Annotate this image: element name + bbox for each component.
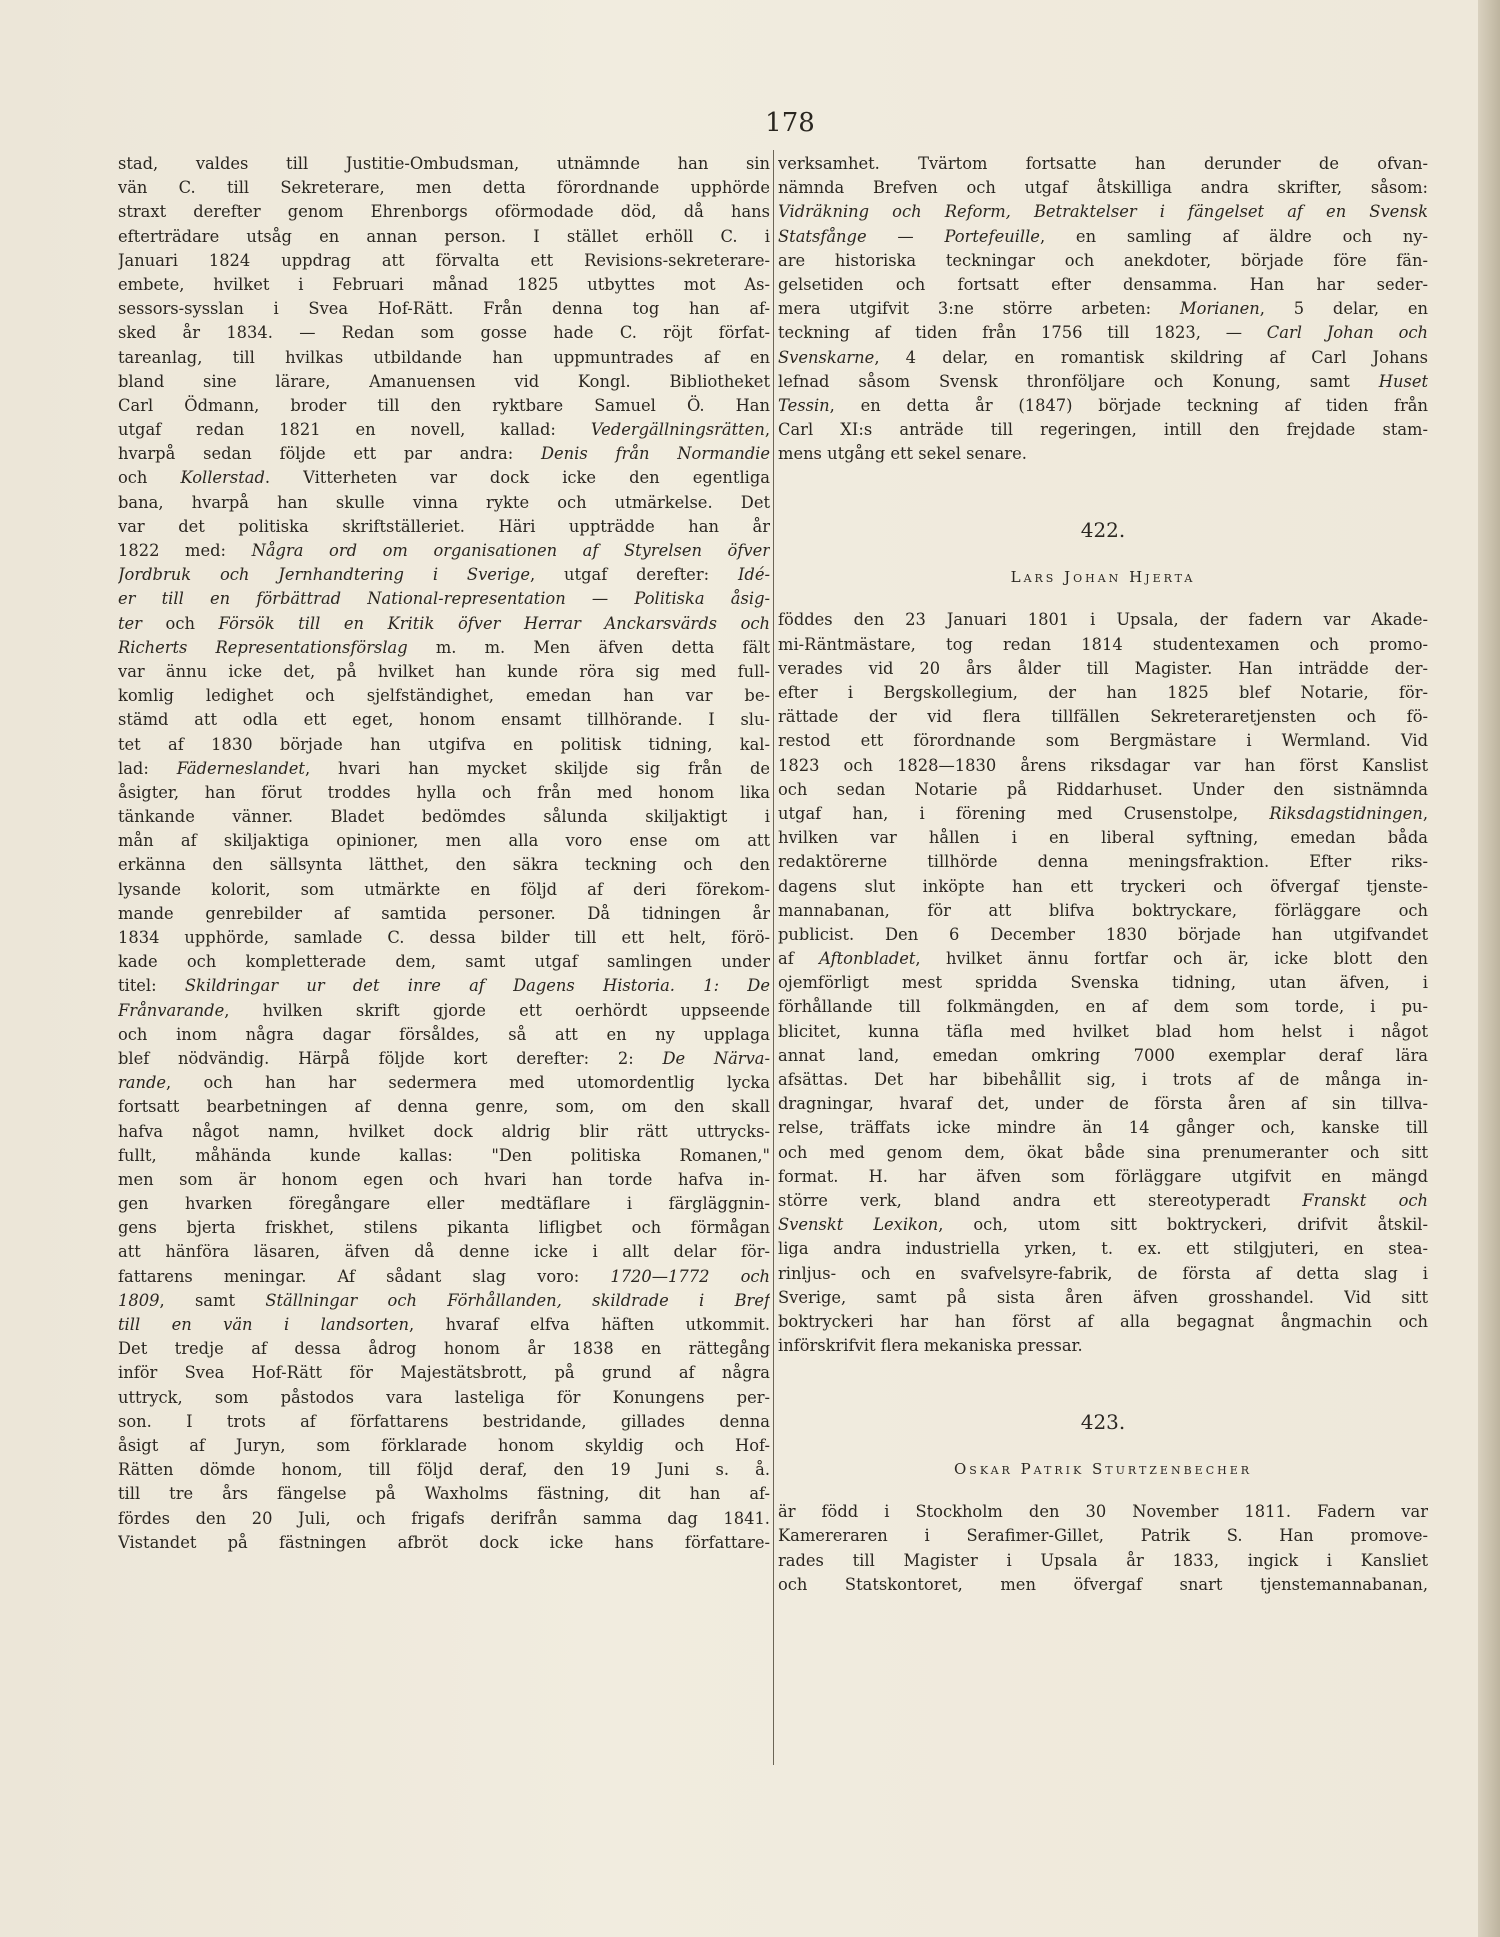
text-line xyxy=(118,346,770,370)
text-line xyxy=(118,1047,770,1071)
text-segment: och xyxy=(141,613,219,633)
text-segment: Sverige, samt på sista åren äfven grosshandel. Vid sitt xyxy=(778,1287,1428,1307)
text-line xyxy=(778,418,1428,442)
text-line xyxy=(118,370,770,394)
text-segment: utgaf redan 1821 en novell, kallad: xyxy=(118,420,591,440)
text-segment: tet af 1830 började han utgifva en politisk tidning, kal- xyxy=(118,734,770,754)
text-line xyxy=(118,1507,770,1531)
text-line xyxy=(778,1549,1428,1573)
text-line xyxy=(118,1458,770,1482)
text-segment: stad, valdes till Justitie-Ombudsman, utnämnde han sin xyxy=(118,154,770,173)
entry-422 xyxy=(778,510,1428,1358)
text-segment: åsigter, han förut troddes hylla och från med honom lika xyxy=(118,782,770,802)
text-line xyxy=(778,1044,1428,1068)
text-segment: efter i Bergskollegium, der han 1825 blef Notarie, för- xyxy=(778,683,1428,702)
text-line xyxy=(118,757,770,781)
text-segment: stämd att odla ett eget, honom ensamt tillhörande. I slu- xyxy=(118,710,770,730)
text-segment: bana, hvarpå han skulle vinna rykte och utmärkelse. Det xyxy=(118,492,770,512)
text-segment: 1822 med: xyxy=(118,541,252,560)
text-segment: fördes den 20 Juli, och frigafs derifrån samma dag 1841. xyxy=(118,1508,770,1528)
text-line xyxy=(118,684,770,708)
text-line xyxy=(778,1141,1428,1165)
italic-text: Morianen xyxy=(1179,299,1260,319)
italic-text: Ställningar och Förhållanden, skildrade i Bref xyxy=(265,1290,770,1310)
text-segment: , en detta år (1847) började teckning af tiden från xyxy=(829,395,1428,415)
text-line xyxy=(118,200,770,224)
text-line xyxy=(118,805,770,829)
text-line xyxy=(118,1192,770,1216)
right-column-continuation xyxy=(778,152,1428,466)
entry-text xyxy=(778,608,1428,1358)
text-segment: , och han har sedermera med utomordentlig lycka xyxy=(166,1073,770,1093)
text-segment: lefnad såsom Svensk thronföljare och Konung, samt xyxy=(778,371,1379,391)
text-line xyxy=(118,152,770,176)
text-line xyxy=(778,442,1428,466)
text-segment: teckning af tiden från 1756 till 1823, — xyxy=(778,323,1267,343)
text-line xyxy=(118,297,770,321)
italic-text: Idé- xyxy=(737,565,770,585)
italic-text: Vedergällningsrätten xyxy=(590,420,765,440)
text-line xyxy=(778,923,1428,947)
text-line xyxy=(778,1189,1428,1213)
text-segment: bland sine lärare, Amanuensen vid Kongl. Bibliotheket xyxy=(118,371,770,391)
italic-text: Riksdagstidningen xyxy=(1269,803,1423,823)
text-segment: , 5 delar, en xyxy=(1259,299,1428,319)
text-line xyxy=(778,200,1428,224)
italic-text: Några ord om organisationen af Styrelsen öfver xyxy=(251,541,770,560)
text-segment: dagens slut inköpte han ett tryckeri och öfvergaf tjenste- xyxy=(778,876,1428,896)
text-line xyxy=(778,225,1428,249)
text-line xyxy=(118,829,770,853)
text-line xyxy=(118,1168,770,1192)
italic-text: Carl Johan och xyxy=(1266,323,1428,343)
italic-text: Portefeuille xyxy=(944,226,1040,246)
text-segment: mande genrebilder af samtida personer. Då tidningen år xyxy=(118,903,770,923)
text-line xyxy=(118,902,770,926)
text-line xyxy=(118,1482,770,1506)
text-line xyxy=(778,633,1428,657)
text-line xyxy=(778,1116,1428,1140)
text-line xyxy=(778,1286,1428,1310)
text-segment: fortsatt bearbetningen af denna genre, som, om den skall xyxy=(118,1097,770,1117)
text-line xyxy=(778,1020,1428,1044)
text-segment: blicitet, kunna täfla med hvilket blad hom helst i något xyxy=(778,1021,1428,1041)
text-line xyxy=(778,1213,1428,1237)
text-line xyxy=(778,176,1428,200)
italic-text: Denis från Normandie xyxy=(540,444,770,464)
text-segment: gens bjerta friskhet, stilens pikanta lifligbet och förmågan xyxy=(118,1218,770,1238)
text-line xyxy=(118,1216,770,1240)
text-segment: mi-Räntmästare, tog redan 1814 studentexamen och promo- xyxy=(778,634,1428,654)
text-line xyxy=(118,878,770,902)
italic-text: ter xyxy=(118,613,142,633)
italic-text: 1809 xyxy=(118,1290,160,1310)
text-segment: liga andra industriella yrken, t. ex. ett stilgjuteri, en stea- xyxy=(778,1239,1428,1259)
italic-text: Huset xyxy=(1378,371,1428,391)
text-segment: format. H. har äfven som förläggare utgifvit en mängd xyxy=(778,1166,1428,1186)
text-line xyxy=(118,225,770,249)
italic-text: Kollerstad xyxy=(180,468,265,488)
entry-name: Oskar Patrik Sturtzenbecher xyxy=(953,1460,1253,1479)
text-segment: erkänna den sällsynta lätthet, den säkra teckning och den xyxy=(118,855,770,875)
text-segment: verades vid 20 års ålder till Magister. Han inträdde der- xyxy=(778,658,1428,678)
text-segment: hafva något namn, hvilket dock aldrig blir rätt uttrycks- xyxy=(118,1121,770,1141)
text-segment: straxt derefter genom Ehrenborgs oförmodade död, då hans xyxy=(118,202,770,222)
text-line xyxy=(778,995,1428,1019)
text-segment: åsigt af Juryn, som förklarade honom skyldig och Hof- xyxy=(118,1435,770,1455)
text-segment: Rätten dömde honom, till följd deraf, den 19 Juni s. å. xyxy=(118,1460,770,1480)
text-segment: , och, utom sitt boktryckeri, drifvit åtskil- xyxy=(938,1215,1428,1235)
text-line xyxy=(118,1071,770,1095)
italic-text: Aftonbladet xyxy=(819,949,916,969)
text-line xyxy=(118,442,770,466)
text-line xyxy=(118,999,770,1023)
text-segment: tareanlag, till hvilkas utbildande han uppmuntrades af en xyxy=(118,347,770,367)
text-segment: rades till Magister i Upsala år 1833, ingick i Kansliet xyxy=(778,1550,1428,1570)
text-segment: förhållande till folkmängden, en af dem som torde, i pu- xyxy=(778,997,1428,1017)
text-segment: 1834 upphörde, samlade C. dessa bilder till ett helt, förö- xyxy=(118,928,770,947)
text-line xyxy=(118,1289,770,1313)
text-segment: men som är honom egen och hvari han torde hafva in- xyxy=(118,1169,770,1189)
text-line xyxy=(778,1524,1428,1548)
text-line xyxy=(118,587,770,611)
text-segment: större verk, bland andra ett stereotyperadt xyxy=(778,1190,1303,1210)
text-line xyxy=(778,729,1428,753)
italic-text: Svenskarne xyxy=(778,347,875,367)
text-segment: , hvari han mycket skiljde sig från de xyxy=(304,758,770,778)
entry-name: Lars Johan Hjerta xyxy=(1010,568,1196,587)
text-segment: Det tredje af dessa ådrog honom år 1838 en rättegång xyxy=(118,1339,770,1359)
text-segment: rättade der vid flera tillfällen Sekreteraretjensten och fö- xyxy=(778,707,1428,727)
text-line xyxy=(118,491,770,515)
text-line xyxy=(778,802,1428,826)
text-line xyxy=(118,660,770,684)
text-segment: annat land, emedan omkring 7000 exemplar deraf lära xyxy=(778,1045,1428,1065)
text-line xyxy=(118,539,770,563)
column-divider xyxy=(773,150,774,1765)
text-segment: inför Svea Hof-Rätt för Majestätsbrott, på grund af några xyxy=(118,1363,770,1383)
italic-text: Richerts Representationsförslag xyxy=(118,637,408,657)
text-segment: m. m. Men äfven detta fält xyxy=(407,637,770,657)
italic-text: Jordbruk och Jernhandtering i Sverige xyxy=(118,565,530,585)
text-segment: publicist. Den 6 December 1830 började han utgifvandet xyxy=(778,924,1428,944)
text-line xyxy=(778,273,1428,297)
text-line xyxy=(118,418,770,442)
text-segment: dragningar, hvaraf det, under de första åren af sin tillva- xyxy=(778,1094,1428,1114)
text-segment: ojemförligt mest spridda Svenska tidning, utan äfven, i xyxy=(778,973,1428,993)
text-line xyxy=(118,1265,770,1289)
text-line xyxy=(778,971,1428,995)
text-line xyxy=(118,1095,770,1119)
entry-423 xyxy=(778,1402,1428,1597)
text-segment: mannabanan, för att blifva boktryckare, förläggare och xyxy=(778,900,1428,920)
text-segment: fullt, måhända kunde kallas: "Den politiska Romanen," xyxy=(118,1145,770,1165)
text-segment: lad: xyxy=(118,758,177,778)
italic-text: Franskt och xyxy=(1302,1190,1428,1210)
text-line xyxy=(778,778,1428,802)
text-line xyxy=(118,1313,770,1337)
text-line xyxy=(778,370,1428,394)
text-segment: uttryck, som påstodos vara lasteliga för Konungens per- xyxy=(118,1387,770,1407)
text-line xyxy=(118,1386,770,1410)
italic-text: er till en förbättrad National-representation — Politiska åsig- xyxy=(118,589,770,609)
text-segment: , en samling af äldre och ny- xyxy=(1039,226,1428,246)
italic-text: 1720—1772 och xyxy=(610,1266,770,1286)
text-line xyxy=(778,947,1428,971)
text-segment: , xyxy=(764,420,770,440)
text-line xyxy=(778,1237,1428,1261)
text-segment: och inom några dagar försåldes, så att en ny upplaga xyxy=(118,1024,770,1044)
text-line xyxy=(778,321,1428,345)
text-line xyxy=(778,394,1428,418)
text-line xyxy=(118,466,770,490)
text-segment: efterträdare utsåg en annan person. I stället erhöll C. i xyxy=(118,226,770,246)
text-line xyxy=(118,781,770,805)
text-segment: var ännu icke det, på hvilket han kunde röra sig med full- xyxy=(118,661,770,681)
text-line xyxy=(778,1165,1428,1189)
text-line xyxy=(118,974,770,998)
text-line xyxy=(778,899,1428,923)
text-line xyxy=(118,926,770,950)
text-line xyxy=(118,394,770,418)
text-segment: , hvaraf elfva häften utkommit. xyxy=(409,1315,770,1334)
right-column xyxy=(778,152,1428,1597)
text-segment: blef nödvändig. Härpå följde kort derefter: 2: xyxy=(118,1048,663,1068)
text-segment: embete, hvilket i Februari månad 1825 utbyttes mot As- xyxy=(118,274,770,294)
text-segment: och med genom dem, ökat både sina prenumeranter och sitt xyxy=(778,1142,1428,1162)
text-segment: Carl Ödmann, broder till den ryktbare Samuel Ö. Han xyxy=(118,395,770,415)
text-segment: hvilken var hållen i en liberal syftning, emedan båda xyxy=(778,828,1428,848)
text-segment: fattarens meningar. Af sådant slag voro: xyxy=(118,1266,611,1286)
text-segment: till tre års fängelse på Waxholms fästning, dit han af- xyxy=(118,1484,770,1504)
text-line xyxy=(118,612,770,636)
text-line xyxy=(778,1500,1428,1524)
text-line xyxy=(778,346,1428,370)
text-segment: och sedan Notarie på Riddarhuset. Under den sistnämnda xyxy=(778,779,1428,799)
text-line xyxy=(118,708,770,732)
text-line xyxy=(118,853,770,877)
text-segment: are historiska teckningar och anekdoter, började före fän- xyxy=(778,250,1428,270)
italic-text: De Närva- xyxy=(662,1048,770,1068)
text-segment: , 4 delar, en romantisk skildring af Carl Johans xyxy=(874,347,1428,367)
text-segment: 1823 och 1828—1830 årens riksdagar var han först Kanslist xyxy=(778,755,1428,775)
text-line xyxy=(118,1240,770,1264)
italic-text: Frånvarande xyxy=(118,1000,225,1020)
text-line xyxy=(778,754,1428,778)
text-segment: gen hvarken föregångare eller medtäflare i färgläggnin- xyxy=(118,1194,770,1214)
text-segment: gelsetiden och fortsatt efter densamma. Han har seder- xyxy=(778,274,1428,294)
text-line xyxy=(778,1310,1428,1334)
text-segment: Carl XI:s anträde till regeringen, intill den frejdade stam- xyxy=(778,420,1428,440)
text-segment: Kamereraren i Serafimer-Gillet, Patrik S. Han promove- xyxy=(778,1526,1428,1546)
text-line xyxy=(778,1092,1428,1116)
text-segment: och Statskontoret, men öfvergaf snart tjenstemannabanan, xyxy=(778,1574,1428,1594)
text-segment: föddes den 23 Januari 1801 i Upsala, der fadern var Akade- xyxy=(778,610,1428,630)
text-segment: verksamhet. Tvärtom fortsatte han derunder de ofvan- xyxy=(778,154,1428,173)
text-line xyxy=(778,681,1428,705)
italic-text: rande xyxy=(118,1073,167,1093)
text-line xyxy=(118,1361,770,1385)
text-segment: af xyxy=(778,949,820,969)
text-line xyxy=(778,657,1428,681)
text-segment: . Vitterheten var dock icke den egentliga xyxy=(264,468,770,488)
text-segment: boktryckeri har han först af alla begagnat ångmachin och xyxy=(778,1311,1428,1331)
text-line xyxy=(118,273,770,297)
text-segment: tänkande vänner. Bladet bedömdes sålunda skiljaktigt i xyxy=(118,807,770,827)
text-segment: och xyxy=(118,468,181,488)
text-line xyxy=(118,1337,770,1361)
text-segment: mera utgifvit 3:ne större arbeten: xyxy=(778,299,1180,319)
text-line xyxy=(118,1023,770,1047)
text-segment: , hvilket ännu fortfar och är, icke blott den xyxy=(915,949,1428,969)
text-segment: , utgaf derefter: xyxy=(529,565,738,585)
left-column xyxy=(118,152,770,1555)
entry-number: 423. xyxy=(1080,1410,1126,1435)
text-line xyxy=(118,1410,770,1434)
text-segment: , xyxy=(1422,803,1428,823)
italic-text: till en vän i landsorten xyxy=(118,1315,410,1334)
text-line xyxy=(778,1334,1428,1358)
text-line xyxy=(778,875,1428,899)
text-segment: lysande kolorit, som utmärkte en följd af deri förekom- xyxy=(118,879,770,899)
page-edge xyxy=(1478,0,1500,1937)
text-line xyxy=(118,636,770,660)
text-segment: är född i Stockholm den 30 November 1811. Fadern var xyxy=(778,1502,1428,1522)
text-segment: , hvilken skrift gjorde ett oerhördt uppseende xyxy=(224,1000,770,1020)
text-segment: hvarpå sedan följde ett par andra: xyxy=(118,444,541,464)
text-segment: rinljus- och en svafvelsyre-fabrik, de första af detta slag i xyxy=(778,1263,1428,1283)
text-line xyxy=(778,850,1428,874)
text-segment: Januari 1824 uppdrag att förvalta ett Revisions-sekreterare- xyxy=(118,250,770,270)
text-line xyxy=(778,297,1428,321)
text-line xyxy=(118,733,770,757)
text-line xyxy=(118,249,770,273)
text-segment: , samt xyxy=(159,1290,266,1310)
text-segment: vän C. till Sekreterare, men detta förordnande upphörde xyxy=(118,178,770,198)
text-segment: mens utgång ett sekel senare. xyxy=(778,444,1027,464)
text-line xyxy=(118,515,770,539)
text-segment: kade och kompletterade dem, samt utgaf samlingen under xyxy=(118,952,770,972)
italic-text: Svenskt Lexikon xyxy=(778,1215,939,1235)
text-segment: afsättas. Det har bibehållit sig, i trots af de många in- xyxy=(778,1070,1428,1089)
text-segment: titel: xyxy=(118,976,185,996)
text-line xyxy=(118,1531,770,1555)
text-line xyxy=(778,152,1428,176)
text-line xyxy=(118,1120,770,1144)
text-line xyxy=(118,1144,770,1168)
entry-text xyxy=(778,1500,1428,1597)
text-line xyxy=(118,950,770,974)
text-segment: mån af skiljaktiga opinioner, men alla voro ense om att xyxy=(118,831,770,851)
italic-text: Skildringar ur det inre af Dagens Historia. 1: De xyxy=(184,976,770,996)
text-line xyxy=(118,176,770,200)
text-segment: restod ett förordnande som Bergmästare i Wermland. Vid xyxy=(778,731,1428,751)
text-segment: att hänföra läsaren, äfven då denne icke i allt delar för- xyxy=(118,1242,770,1262)
text-line xyxy=(118,1434,770,1458)
italic-text: Tessin xyxy=(778,395,830,415)
text-segment: komlig ledighet och sjelfständighet, emedan han var be- xyxy=(118,686,770,706)
text-segment: sked år 1834. — Redan som gosse hade C. röjt förfat- xyxy=(118,323,770,343)
text-line xyxy=(118,563,770,587)
text-segment: redaktörerne tillhörde denna meningsfraktion. Efter riks- xyxy=(778,852,1428,872)
text-line xyxy=(778,249,1428,273)
text-segment: nämnda Brefven och utgaf åtskilliga andra skrifter, såsom: xyxy=(778,178,1428,198)
text-line xyxy=(778,826,1428,850)
page-number: 178 xyxy=(765,108,815,138)
text-line xyxy=(778,608,1428,632)
text-segment: — xyxy=(866,226,945,246)
italic-text: Försök till en Kritik öfver Herrar Anckarsvärds och xyxy=(218,613,770,633)
entry-number: 422. xyxy=(1080,518,1126,543)
text-line xyxy=(778,1068,1428,1092)
italic-text: Vidräkning och Reform, Betraktelser i fängelset af en Svensk xyxy=(778,202,1428,222)
text-line xyxy=(778,1573,1428,1597)
text-segment: sessors-sysslan i Svea Hof-Rätt. Från denna tog han af- xyxy=(118,299,770,319)
italic-text: Fäderneslandet xyxy=(176,758,305,778)
text-segment: relse, träffats icke mindre än 14 gånger och, kanske till xyxy=(778,1118,1428,1138)
text-segment: Vistandet på fästningen afbröt dock icke hans författare- xyxy=(118,1532,770,1552)
text-segment: införskrifvit flera mekaniska pressar. xyxy=(778,1336,1083,1356)
text-segment: utgaf han, i förening med Crusenstolpe, xyxy=(778,803,1270,823)
text-segment: var det politiska skriftställeriet. Häri uppträdde han år xyxy=(118,516,770,536)
text-segment: son. I trots af författarens bestridande, gillades denna xyxy=(118,1411,770,1431)
text-line xyxy=(778,1262,1428,1286)
text-line xyxy=(778,705,1428,729)
text-line xyxy=(118,321,770,345)
italic-text: Statsfånge xyxy=(778,226,867,246)
